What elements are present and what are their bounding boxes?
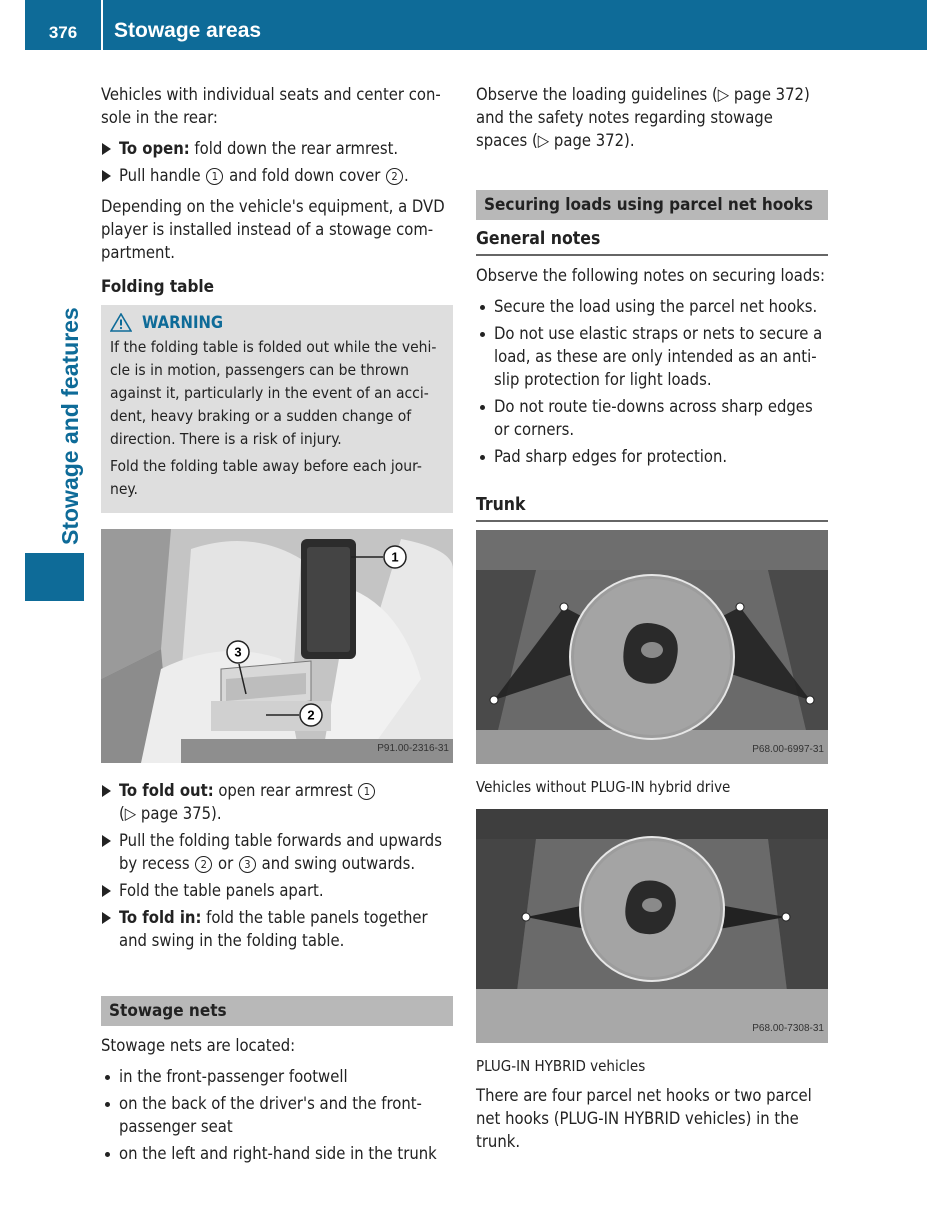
step-label: To open: — [119, 139, 190, 158]
trunk-heading: Trunk — [476, 494, 828, 522]
page-number: 376 — [48, 23, 78, 42]
list-item-text: Do not use elastic straps or nets to secure a load, as these are only intended as an anti-slip protection for light loads. — [494, 324, 823, 389]
page-title: Stowage areas — [114, 19, 262, 42]
step-text: or — [213, 854, 238, 873]
figure-code: P68.00-6997-31 — [752, 744, 824, 755]
general-intro: Observe the following notes on securing loads: — [476, 266, 826, 285]
bullet-icon — [105, 1075, 110, 1080]
step-fold-panels — [101, 879, 453, 902]
step-text: and swing outwards. — [256, 854, 416, 873]
list-item-text: on the left and right-hand side in the trunk — [119, 1144, 437, 1163]
side-tab-marker — [25, 553, 84, 601]
callout-2: 2 — [386, 168, 403, 185]
stowage-nets-heading: Stowage nets — [101, 996, 453, 1026]
step-fold-out — [101, 779, 453, 825]
figure-caption: Vehicles without PLUG-IN hybrid drive — [476, 778, 731, 796]
header-divider — [101, 0, 103, 50]
bullet-icon — [480, 332, 485, 337]
folding-table-illustration — [101, 529, 453, 763]
step-arrow-icon — [102, 835, 111, 847]
figure-code: P68.00-7308-31 — [752, 1023, 824, 1034]
step-arrow-icon — [102, 785, 111, 797]
callout-2: 2 — [195, 856, 212, 873]
stowage-nets-intro: Stowage nets are located: — [101, 1036, 296, 1055]
bullet-icon — [105, 1102, 110, 1107]
callout-3: 3 — [239, 856, 256, 873]
side-tab-label: Stowage and features — [57, 307, 83, 545]
step-arrow-icon — [102, 912, 111, 924]
page-reference: (▷ page 375). — [119, 804, 222, 823]
list-item-text: Secure the load using the parcel net hooks. — [494, 297, 818, 316]
left-column — [101, 83, 453, 1169]
list-item-text: Do not route tie-downs across sharp edges or corners. — [494, 397, 813, 439]
figure-code: P91.00-2316-31 — [377, 743, 449, 754]
warning-instruction: Fold the folding table away before each jour-ney. — [110, 457, 422, 498]
closing-text: There are four parcel net hooks or two parcel net hooks (PLUG-IN HYBRID vehicles) in the trunk. — [476, 1086, 812, 1151]
step-arrow-icon — [102, 170, 111, 182]
step-text: fold the table panels together and swing in the folding table. — [119, 908, 428, 950]
trunk-figure-standard — [476, 530, 828, 764]
list-item — [476, 445, 828, 468]
warning-triangle-icon — [110, 313, 132, 332]
step-fold-in — [101, 906, 453, 952]
figure-callout-1: 1 — [391, 549, 399, 565]
step-label: To fold out: — [119, 781, 214, 800]
step-arrow-icon — [102, 143, 111, 155]
warning-text: If the folding table is folded out while the vehi-cle is in motion, passengers can be thrown against it, particularly in the event of an acci-dent, heavy braking or a sudden change of direction. There is a risk of injury. — [110, 338, 437, 448]
bullet-icon — [480, 305, 485, 310]
trunk-hooks-illustration — [476, 530, 828, 764]
step-text: fold down the rear armrest. — [189, 139, 399, 158]
list-item — [476, 395, 828, 441]
dvd-note: Depending on the vehicle's equipment, a DVD player is installed instead of a stowage com-partment. — [101, 197, 445, 262]
folding-table-figure — [101, 529, 453, 763]
securing-heading: Securing loads using parcel net hooks — [476, 190, 828, 220]
trunk-figure-hybrid — [476, 809, 828, 1043]
step-text: open rear armrest — [213, 781, 358, 800]
list-item — [101, 1142, 453, 1165]
list-item-text: Pad sharp edges for protection. — [494, 447, 728, 466]
list-item-text: on the back of the driver's and the front-passenger seat — [119, 1094, 422, 1136]
step-text: Pull the folding table forwards and upwards by recess — [119, 831, 442, 873]
right-column — [476, 83, 828, 1161]
list-item — [476, 322, 828, 391]
step-open — [101, 137, 453, 160]
figure-callout-3: 3 — [234, 644, 242, 660]
step-text: Pull handle — [119, 166, 206, 185]
page-header — [25, 0, 927, 50]
callout-1: 1 — [358, 783, 375, 800]
callout-1: 1 — [206, 168, 223, 185]
list-item-text: in the front-passenger footwell — [119, 1067, 348, 1086]
general-notes-heading: General notes — [476, 228, 828, 256]
step-text: and fold down cover — [224, 166, 386, 185]
figure-callout-2: 2 — [307, 707, 315, 723]
folding-table-heading: Folding table — [101, 277, 215, 297]
intro-text: Vehicles with individual seats and center con-sole in the rear: — [101, 85, 441, 127]
warning-title — [110, 311, 445, 334]
trunk-hybrid-illustration — [476, 809, 828, 1043]
step-pull-handle — [101, 164, 453, 187]
list-item — [101, 1092, 453, 1138]
step-text: Fold the table panels apart. — [119, 881, 324, 900]
bullet-icon — [480, 455, 485, 460]
bullet-icon — [480, 405, 485, 410]
warning-box — [101, 305, 453, 513]
list-item — [101, 1065, 453, 1088]
loading-note: Observe the loading guidelines (▷ page 372) and the safety notes regarding stowage spaces (▷ page 372). — [476, 85, 810, 150]
warning-label: WARNING — [142, 313, 224, 332]
step-arrow-icon — [102, 885, 111, 897]
bullet-icon — [105, 1152, 110, 1157]
figure-caption: PLUG-IN HYBRID vehicles — [476, 1057, 646, 1075]
step-pull-table — [101, 829, 453, 875]
step-text: . — [404, 166, 409, 185]
step-label: To fold in: — [119, 908, 202, 927]
list-item — [476, 295, 828, 318]
